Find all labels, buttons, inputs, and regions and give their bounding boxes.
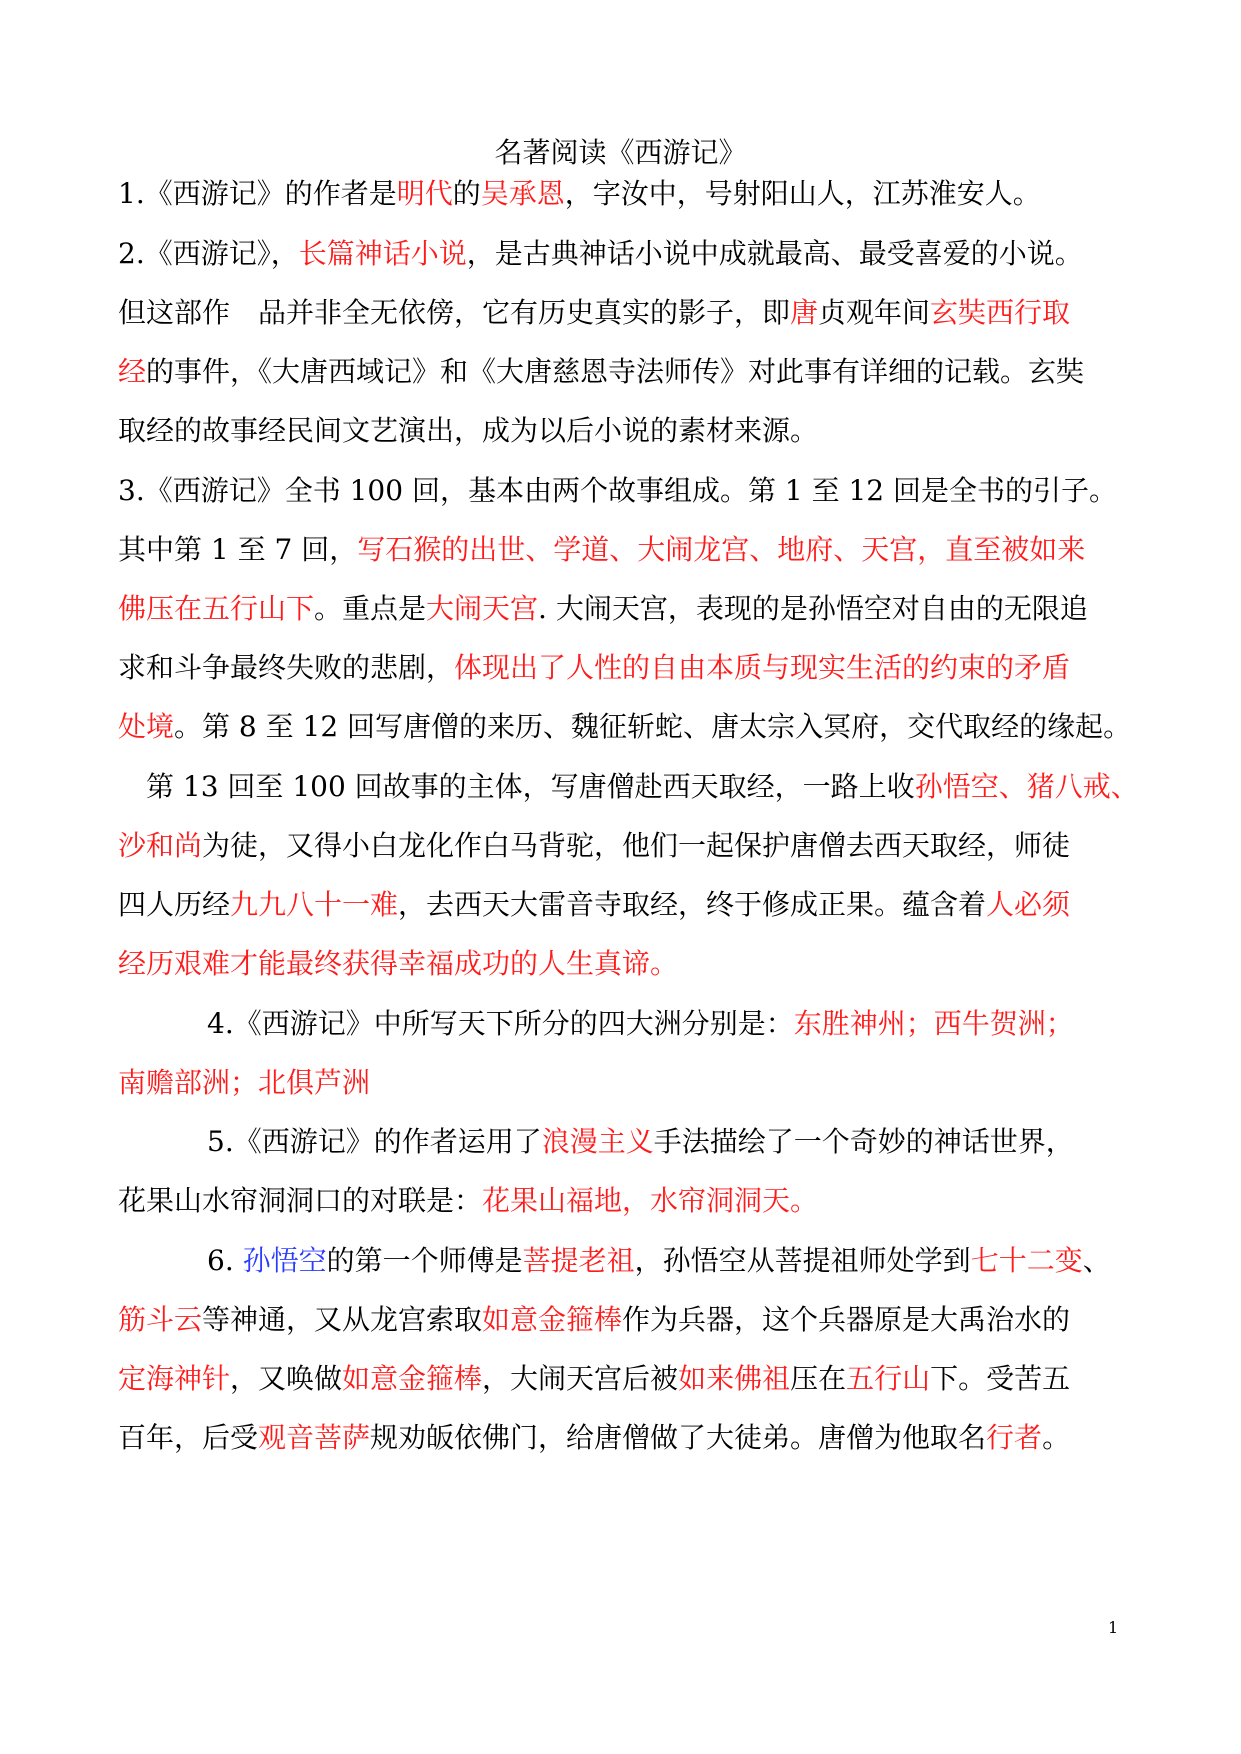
text-line-20 [118, 1298, 1070, 1342]
body-text: 作为兵器，这个兵器原是大禹治水的 [622, 1303, 1071, 1336]
body-text: 2.《西游记》， [118, 237, 299, 270]
highlighted-text: 浪漫主义 [541, 1125, 654, 1158]
body-text: 第 13 回至 100 回故事的主体，写唐僧赴西天取经，一路上收 [146, 770, 915, 803]
body-text: 手法描绘了一个奇妙的神话世界， [653, 1125, 1074, 1158]
body-text: 的 [452, 177, 481, 210]
body-text: 压在 [790, 1362, 847, 1395]
highlighted-text: 玄奘西行取 [930, 296, 1071, 329]
text-line-14 [118, 942, 678, 986]
body-text: 5.《西游记》的作者运用了 [207, 1125, 542, 1158]
text-line-17 [207, 1120, 1074, 1164]
highlighted-text: 五行山 [846, 1362, 931, 1395]
highlighted-text: 吴承恩 [480, 177, 565, 210]
text-line-4 [118, 350, 1084, 394]
body-text: 百年，后受 [118, 1421, 259, 1454]
body-text: 的事件，《大唐西域记》和《大唐慈恩寺法师传》对此事有详细的记载。玄奘 [146, 355, 1085, 388]
body-text: 4.《西游记》中所写天下所分的四大洲分别是： [207, 1007, 794, 1040]
text-line-19 [207, 1239, 1111, 1283]
highlighted-text: 观音菩萨 [258, 1421, 371, 1454]
highlighted-text: 经 [118, 355, 147, 388]
body-text: 1.《西游记》的作者是 [118, 177, 397, 210]
highlighted-text: 人必须 [986, 888, 1071, 921]
body-text: . 大闹天宫，表现的是孙悟空对自由的无限追 [538, 592, 1088, 625]
body-text: ，去西天大雷音寺取经，终于修成正果。蕴含着 [398, 888, 987, 921]
highlighted-text: 九九八十一难 [230, 888, 399, 921]
body-text: ，大闹天宫后被 [482, 1362, 679, 1395]
body-text: 。重点是 [314, 592, 427, 625]
highlighted-text: 东胜神州；西牛贺洲； [793, 1007, 1074, 1040]
body-text: 贞观年间 [818, 296, 931, 329]
body-text: 、 [1082, 1244, 1111, 1277]
highlighted-text: 写石猴的出世、学道、大闹龙宫、地府、天宫，直至被如来 [357, 533, 1086, 566]
body-text: ，孙悟空从菩提祖师处学到 [634, 1244, 971, 1277]
text-line-3 [118, 291, 1070, 335]
highlighted-text: 长篇神话小说 [298, 237, 467, 270]
text-line-6 [118, 469, 1117, 513]
body-text: 求和斗争最终失败的悲剧， [118, 651, 455, 684]
text-line-22 [118, 1416, 1070, 1460]
text-line-2 [118, 232, 1083, 276]
highlighted-text: 处境 [118, 710, 175, 743]
text-line-16 [118, 1061, 370, 1105]
text-line-12 [118, 824, 1070, 868]
highlighted-text: 行者 [986, 1421, 1043, 1454]
highlighted-text: 唐 [790, 296, 819, 329]
highlighted-text: 如来佛祖 [678, 1362, 791, 1395]
page-title: 名著阅读《西游记》 [494, 136, 747, 169]
highlighted-text: 大闹天宫 [426, 592, 539, 625]
text-line-11 [146, 765, 1139, 809]
body-text: 。 [1042, 1421, 1071, 1454]
body-text: ，字汝中，号射阳山人，江苏淮安人。 [564, 177, 1041, 210]
highlighted-text: 定海神针 [118, 1362, 231, 1395]
body-text: 6. [207, 1244, 243, 1277]
body-text: ，又唤做 [230, 1362, 343, 1395]
body-text: 取经的故事经民间文艺演出，成为以后小说的素材来源。 [118, 414, 819, 447]
body-text: 规劝皈依佛门，给唐僧做了大徒弟。唐僧为他取名 [370, 1421, 987, 1454]
body-text: 其中第 1 至 7 回， [118, 533, 358, 566]
body-text: 。第 8 至 12 回写唐僧的来历、魏征斩蛇、唐太宗入冥府，交代取经的缘起。 [174, 710, 1132, 743]
highlighted-text: 七十二变 [970, 1244, 1083, 1277]
highlighted-text: 如意金箍棒 [482, 1303, 623, 1336]
highlighted-text: 筋斗云 [118, 1303, 203, 1336]
highlighted-text: 南赡部洲；北俱芦洲 [118, 1066, 371, 1099]
body-text: 等神通，又从龙宫索取 [202, 1303, 483, 1336]
text-line-18 [118, 1179, 818, 1223]
text-line-15 [207, 1002, 1074, 1046]
body-text: ，是古典神话小说中成就最高、最受喜爱的小说。 [466, 237, 1083, 270]
body-text: 但这部作 品并非全无依傍，它有历史真实的影子，即 [118, 296, 791, 329]
body-text: 为徒，又得小白龙化作白马背驼，他们一起保护唐僧去西天取经，师徒 [202, 829, 1071, 862]
text-line-13 [118, 883, 1070, 927]
highlighted-text: 体现出了人性的自由本质与现实生活的约束的矛盾 [454, 651, 1071, 684]
highlighted-text: 孙悟空、猪八戒、 [914, 770, 1139, 803]
page-number: 1 [1108, 1618, 1119, 1637]
body-text: 3.《西游记》全书 100 回，基本由两个故事组成。第 1 至 12 回是全书的引子。 [118, 474, 1118, 507]
body-text: 的第一个师傅是 [326, 1244, 523, 1277]
body-text: 四人历经 [118, 888, 231, 921]
text-line-21 [118, 1357, 1070, 1401]
highlighted-text: 沙和尚 [118, 829, 203, 862]
text-line-7 [118, 528, 1085, 572]
text-line-5 [118, 409, 818, 453]
highlighted-text: 菩提老祖 [522, 1244, 635, 1277]
highlighted-text: 如意金箍棒 [342, 1362, 483, 1395]
body-text: 花果山水帘洞洞口的对联是： [118, 1184, 483, 1217]
highlighted-text: 孙悟空 [242, 1244, 327, 1277]
highlighted-text: 佛压在五行山下 [118, 592, 315, 625]
highlighted-text: 明代 [396, 177, 453, 210]
text-line-8 [118, 587, 1088, 631]
text-line-9 [118, 646, 1070, 690]
highlighted-text: 花果山福地，水帘洞洞天。 [482, 1184, 819, 1217]
text-line-10 [118, 705, 1131, 749]
highlighted-text: 经历艰难才能最终获得幸福成功的人生真谛。 [118, 947, 679, 980]
body-text: 下。受苦五 [930, 1362, 1071, 1395]
text-line-1 [118, 172, 1041, 216]
